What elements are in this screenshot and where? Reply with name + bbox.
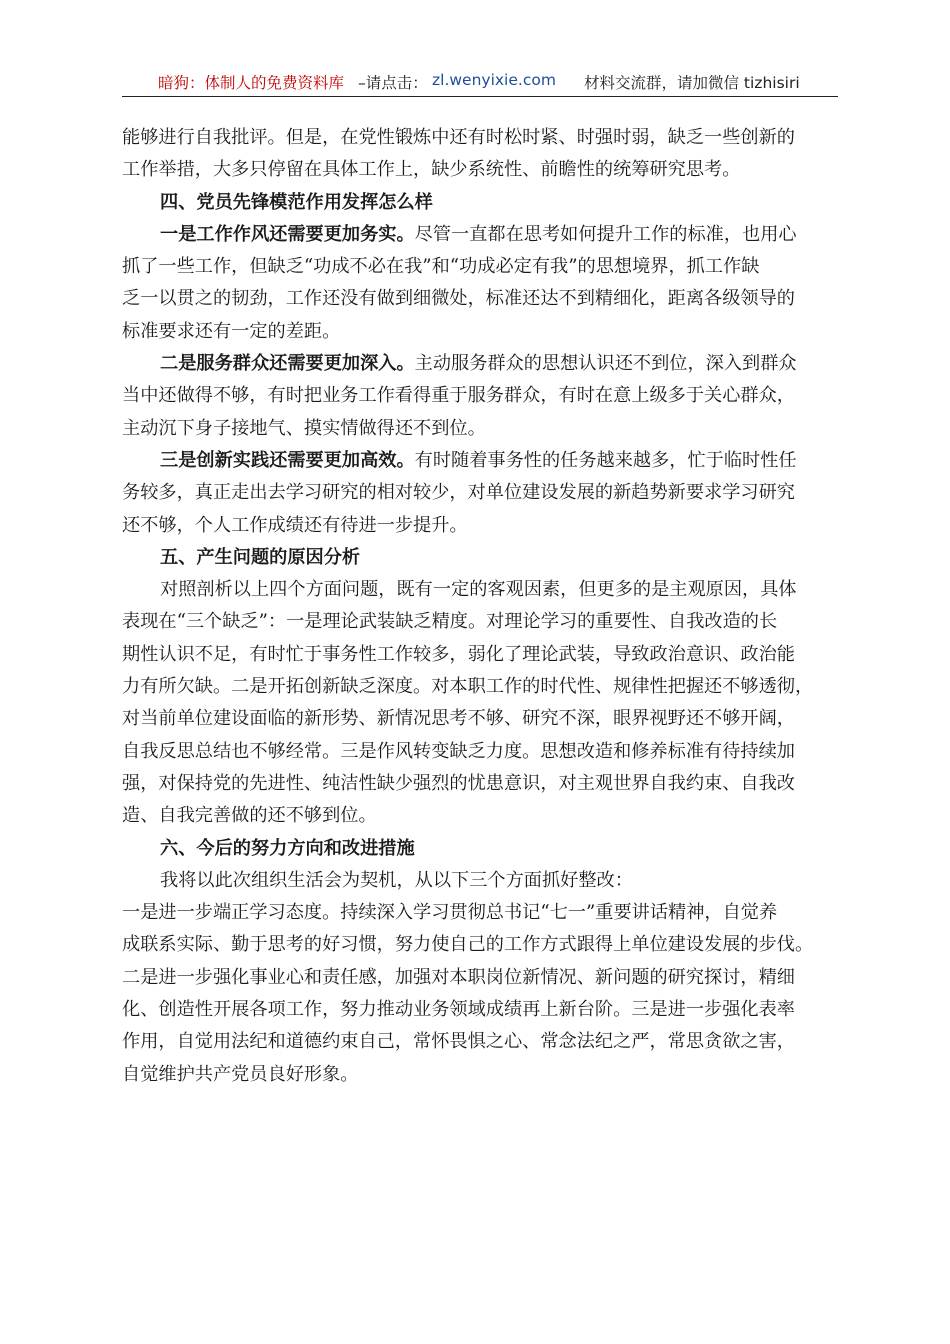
- text-line: 期性认识不足，有时忙于事务性工作较多，弱化了理论武装，导致政治意识、政治能: [122, 643, 795, 665]
- text-line: 自觉维护共产党员良好形象。: [122, 1063, 359, 1085]
- text-run: 尽管一直都在思考如何提升工作的标准，也用心: [414, 223, 797, 245]
- site-name: 暗狗：体制人的免费资料库: [158, 74, 345, 92]
- text-line: 当中还做得不够，有时把业务工作看得重于服务群众，有时在意上级多于关心群众，: [122, 385, 795, 407]
- wechat-group-note: 材料交流群，请加微信 tizhisiri: [584, 74, 800, 92]
- point-heading: 三是创新实践还需要更加高效。: [160, 449, 415, 471]
- text-line: 工作举措，大多只停留在具体工作上，缺少系统性、前瞻性的统筹研究思考。: [122, 159, 741, 181]
- text-line: 自我反思总结也不够经常。三是作风转变缺乏力度。思想改造和修养标准有待持续加: [122, 740, 795, 762]
- text-line: 务较多，真正走出去学习研究的相对较少，对单位建设发展的新趋势新要求学习研究: [122, 482, 795, 504]
- text-line: 表现在“三个缺乏”：一是理论武装缺乏精度。对理论学习的重要性、自我改造的长: [122, 611, 778, 633]
- text-line: 对当前单位建设面临的新形势、新情况思考不够、研究不深，眼界视野还不够开阔，: [122, 708, 795, 730]
- click-prompt: –请点击：: [358, 74, 428, 92]
- text-run: 主动服务群众的思想认识还不到位，深入到群众: [414, 353, 797, 375]
- paragraph: [122, 445, 838, 542]
- text-line: 我将以此次组织生活会为契机，从以下三个方面抓好整改：: [160, 869, 633, 891]
- text-line: 能够进行自我批评。但是，在党性锻炼中还有时松时紧、时强时弱，缺乏一些创新的: [122, 127, 795, 148]
- text-line: 二是进一步强化事业心和责任感，加强对本职岗位新情况、新问题的研究探讨，精细: [122, 966, 795, 988]
- section-heading-5: 五、产生问题的原因分析: [160, 546, 361, 568]
- point-heading: 一是工作作风还需要更加务实。: [160, 223, 415, 245]
- text-run: 有时随着事务性的任务越来越多，忙于临时性任: [414, 449, 797, 471]
- text-line: 标准要求还有一定的差距。: [122, 320, 341, 342]
- paragraph: [122, 122, 838, 187]
- paragraph: [122, 348, 838, 445]
- text-line: 主动沉下身子接地气、摸实情做得还不到位。: [122, 417, 486, 439]
- site-url-link[interactable]: zl.wenyixie.com: [432, 71, 556, 89]
- text-line: 成联系实际、勤于思考的好习惯，努力使自己的工作方式跟得上单位建设发展的步伐。: [122, 934, 814, 956]
- text-line: 抓了一些工作，但缺乏“功成不必在我”和“功成必定有我”的思想境界，抓工作缺: [122, 256, 760, 278]
- section-heading-6: 六、今后的努力方向和改进措施: [160, 837, 415, 859]
- paragraph: [122, 865, 838, 1091]
- text-line: 还不够，个人工作成绩还有待进一步提升。: [122, 514, 468, 536]
- paragraph: [122, 574, 838, 832]
- text-line: 作用，自觉用法纪和道德约束自己，常怀畏惧之心、常念法纪之严，常思贪欲之害，: [122, 1031, 795, 1053]
- page-header: [122, 66, 838, 97]
- section-heading-4: 四、党员先锋模范作用发挥怎么样: [160, 191, 433, 213]
- text-line: 对照剖析以上四个方面问题，既有一定的客观因素，但更多的是主观原因，具体: [160, 579, 797, 601]
- text-line: 乏一以贯之的韧劲，工作还没有做到细微处，标准还达不到精细化，距离各级领导的: [122, 288, 795, 310]
- paragraph: [122, 219, 838, 348]
- point-heading: 二是服务群众还需要更加深入。: [160, 353, 415, 375]
- text-line: 力有所欠缺。二是开拓创新缺乏深度。对本职工作的时代性、规律性把握还不够透彻，: [122, 676, 814, 698]
- document-body: [122, 122, 838, 1091]
- text-line: 一是进一步端正学习态度。持续深入学习贯彻总书记“七一”重要讲话精神，自觉养: [122, 902, 778, 924]
- text-line: 强，对保持党的先进性、纯洁性缺少强烈的忧患意识，对主观世界自我约束、自我改: [122, 772, 795, 794]
- text-line: 造、自我完善做的还不够到位。: [122, 805, 377, 827]
- text-line: 化、创造性开展各项工作，努力推动业务领域成绩再上新台阶。三是进一步强化表率: [122, 999, 795, 1021]
